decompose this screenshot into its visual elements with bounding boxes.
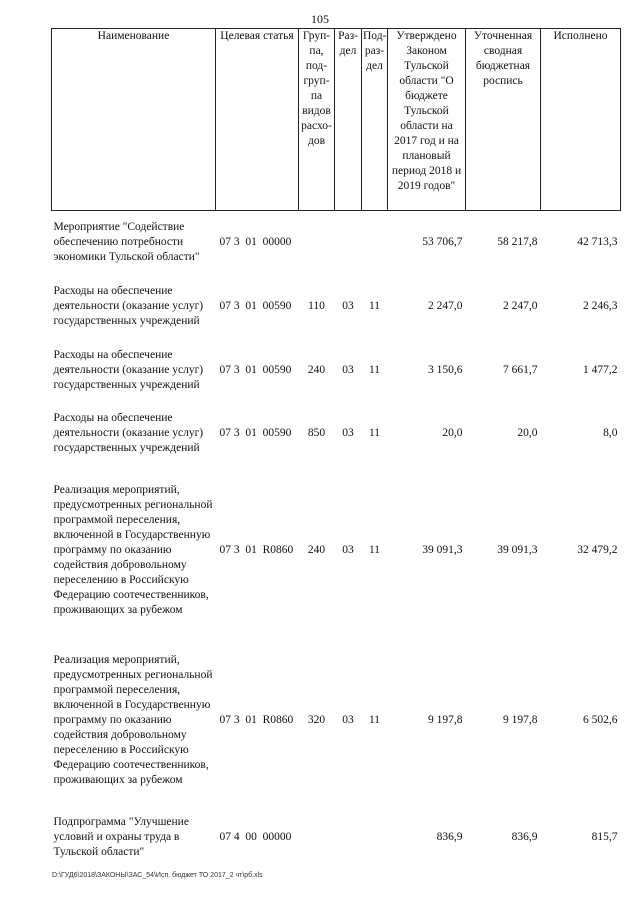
row-executed: 42 713,3 bbox=[577, 236, 618, 249]
row-section: 03 bbox=[342, 714, 354, 726]
header-subsection: Под-раз-дел bbox=[362, 29, 388, 211]
row-name: Расходы на обеспечение деятельности (оказание услуг) государственных учреждений bbox=[53, 412, 204, 454]
row-refined: 7 661,7 bbox=[503, 363, 538, 376]
row-approved: 3 150,6 bbox=[428, 363, 463, 376]
row-approved: 9 197,8 bbox=[428, 714, 463, 726]
row-name: Мероприятие "Содействие обеспечению потребности экономики Тульской области" bbox=[53, 221, 200, 264]
row-section bbox=[335, 211, 362, 275]
header-name: Наименование bbox=[52, 29, 216, 211]
row-group: 240 bbox=[307, 363, 326, 376]
row-subsection bbox=[362, 806, 388, 870]
file-path-footer: D:\ГУД6\2018\ЗАКОНЫ\ЗАС_54\Исп. бюджет ТО 2017_2 чт\рб.xls bbox=[52, 872, 263, 879]
row-executed: 8,0 bbox=[603, 427, 618, 439]
row-target: 07 3 01 00000 bbox=[219, 236, 292, 249]
row-refined: 9 197,8 bbox=[503, 714, 538, 726]
table-row bbox=[52, 339, 621, 402]
row-approved: 836,9 bbox=[436, 831, 463, 843]
row-section: 03 bbox=[342, 427, 354, 439]
row-subsection: 11 bbox=[368, 363, 381, 376]
row-executed: 815,7 bbox=[591, 831, 618, 843]
row-group bbox=[299, 806, 335, 870]
row-refined: 39 091,3 bbox=[497, 544, 538, 556]
page-number: 105 bbox=[311, 12, 329, 26]
row-refined: 20,0 bbox=[517, 427, 538, 439]
row-target: 07 4 00 00000 bbox=[219, 831, 292, 843]
row-section: 03 bbox=[342, 544, 354, 556]
row-approved: 2 247,0 bbox=[428, 300, 463, 312]
row-subsection: 11 bbox=[368, 714, 381, 726]
row-approved: 53 706,7 bbox=[422, 236, 463, 249]
row-name: Подпрограмма "Улучшение условий и охраны труда в Тульской области" bbox=[53, 816, 189, 858]
table-header-row bbox=[52, 29, 621, 211]
row-refined: 2 247,0 bbox=[503, 300, 538, 312]
row-name: Реализация мероприятий, предусмотренных региональной программой переселения, включенной в Государственную программу по оказанию содействия добровольному переселению в Российскую Федерацию соотечественников, проживающих за рубежом bbox=[53, 654, 213, 786]
row-group: 240 bbox=[307, 544, 326, 556]
row-target: 07 3 01 R0860 bbox=[219, 714, 294, 726]
row-target: 07 3 01 00590 bbox=[219, 300, 292, 312]
row-section: 03 bbox=[342, 300, 354, 312]
row-executed: 32 479,2 bbox=[577, 544, 618, 556]
row-refined: 58 217,8 bbox=[497, 236, 538, 249]
row-subsection bbox=[362, 211, 388, 275]
row-refined: 836,9 bbox=[511, 831, 538, 843]
row-subsection: 11 bbox=[368, 427, 381, 439]
row-target: 07 3 01 R0860 bbox=[219, 544, 294, 556]
row-executed: 1 477,2 bbox=[583, 363, 618, 376]
row-name: Расходы на обеспечение деятельности (оказание услуг) государственных учреждений bbox=[53, 348, 204, 391]
table-row bbox=[52, 636, 621, 806]
row-group: 850 bbox=[307, 427, 326, 439]
row-section bbox=[335, 806, 362, 870]
row-subsection: 11 bbox=[368, 544, 381, 556]
table-row bbox=[52, 275, 621, 339]
table-row bbox=[52, 806, 621, 870]
row-name: Расходы на обеспечение деятельности (оказание услуг) государственных учреждений bbox=[53, 285, 204, 327]
header-approved: Утверждено Законом Тульской области "О бюджете Тульской области на 2017 год и на плановый период 2018 и 2019 годов" bbox=[388, 29, 466, 211]
table-row bbox=[52, 211, 621, 275]
header-refined: Уточненная сводная бюджетная роспись bbox=[466, 29, 541, 211]
row-subsection: 11 bbox=[368, 300, 381, 312]
row-executed: 2 246,3 bbox=[583, 300, 618, 312]
row-target: 07 3 01 00590 bbox=[219, 363, 292, 376]
row-group: 320 bbox=[307, 714, 326, 726]
row-approved: 20,0 bbox=[442, 427, 463, 439]
row-group: 110 bbox=[308, 300, 325, 312]
header-target: Целевая статья bbox=[216, 29, 299, 211]
row-group bbox=[299, 211, 335, 275]
budget-table bbox=[51, 28, 621, 870]
row-executed: 6 502,6 bbox=[583, 714, 618, 726]
table-row bbox=[52, 402, 621, 466]
row-approved: 39 091,3 bbox=[422, 544, 463, 556]
header-group: Груп-па, под-груп-па видов расхо-дов bbox=[299, 29, 335, 211]
row-target: 07 3 01 00590 bbox=[219, 427, 292, 439]
header-section: Раз-дел bbox=[335, 29, 362, 211]
table-row bbox=[52, 466, 621, 636]
header-executed: Исполнено bbox=[541, 29, 621, 211]
row-name: Реализация мероприятий, предусмотренных региональной программой переселения, включенной в Государственную программу по оказанию содействия добровольному переселению в Российскую Федерацию соотечественников, проживающих за рубежом bbox=[53, 484, 213, 616]
row-section: 03 bbox=[342, 363, 354, 376]
